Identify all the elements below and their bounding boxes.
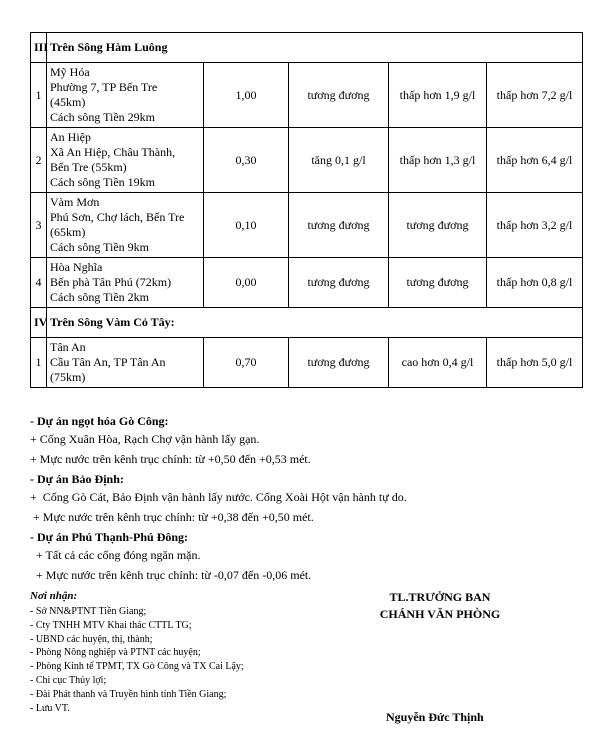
- compare-year: thấp hơn 0,8 g/l: [487, 258, 583, 308]
- signature-block: [350, 589, 530, 623]
- project-notes: [30, 413, 590, 587]
- compare-year: thấp hơn 3,2 g/l: [487, 193, 583, 258]
- recipient-item: - Sở NN&PTNT Tiền Giang;: [30, 606, 147, 617]
- station-location: [47, 128, 204, 193]
- station-index: 3: [31, 193, 47, 258]
- section-number: IV: [31, 308, 47, 338]
- recipient-item: - Đài Phát thanh và Truyền hình tỉnh Tiền Giang;: [30, 688, 227, 700]
- location-line: Bến phà Tân Phú (72km): [50, 275, 172, 289]
- recipient-item: - Cty TNHH MTV Khai thác CTTL TG;: [30, 619, 192, 631]
- recipients-title: Nơi nhận:: [30, 590, 78, 602]
- compare-year: thấp hơn 7,2 g/l: [487, 63, 583, 128]
- location-line: (45km): [50, 95, 86, 109]
- compare-previous: tăng 0,1 g/l: [289, 128, 389, 193]
- location-line: Hòa Nghĩa: [50, 260, 103, 274]
- station-row: [31, 258, 583, 308]
- location-line: Cách sông Tiền 2km: [50, 290, 150, 304]
- location-line: Xã An Hiệp, Châu Thành,: [50, 145, 176, 159]
- section-header-row: [31, 308, 583, 338]
- compare-previous: tương đương: [289, 193, 389, 258]
- station-location: [47, 258, 204, 308]
- salinity-value: 1,00: [204, 63, 289, 128]
- location-line: Mỹ Hóa: [50, 65, 90, 79]
- location-line: Phường 7, TP Bến Tre: [50, 80, 158, 94]
- location-line: Vàm Mơn: [50, 195, 100, 209]
- salinity-value: 0,70: [204, 338, 289, 388]
- compare-period: cao hơn 0,4 g/l: [389, 338, 487, 388]
- station-row: [31, 338, 583, 388]
- project-item: + Cống Xuân Hòa, Rạch Chợ vận hành lấy gạn.: [30, 432, 260, 446]
- signer-name: Nguyễn Đức Thịnh: [386, 710, 484, 724]
- salinity-value: 0,30: [204, 128, 289, 193]
- section-title: Trên Sông Vàm Cỏ Tây:: [47, 308, 583, 338]
- project-item: + Cống Gò Cát, Bảo Định vận hành lấy nước. Cống Xoài Hột vận hành tự do.: [30, 490, 407, 504]
- salinity-value: 0,10: [204, 193, 289, 258]
- compare-period: tương đương: [389, 258, 487, 308]
- compare-period: thấp hơn 1,3 g/l: [389, 128, 487, 193]
- project-item: + Mực nước trên kênh trục chính: từ +0,50 đến +0,53 mét.: [30, 452, 311, 466]
- location-line: Cầu Tân An, TP Tân An: [50, 355, 166, 369]
- station-index: 2: [31, 128, 47, 193]
- station-row: [31, 193, 583, 258]
- recipient-item: - Phòng Kinh tế TPMT, TX Gò Công và TX Cai Lậy;: [30, 661, 244, 673]
- project-item: + Tất cả các cống đóng ngăn mặn.: [30, 548, 201, 562]
- station-index: 1: [31, 63, 47, 128]
- station-index: 4: [31, 258, 47, 308]
- location-line: (65km): [50, 225, 86, 239]
- salinity-value: 0,00: [204, 258, 289, 308]
- location-line: Cách sông Tiền 9km: [50, 240, 150, 254]
- recipient-item: - Lưu VT.: [30, 702, 70, 714]
- project-title: - Dự án Phú Thạnh-Phú Đông:: [30, 530, 189, 544]
- section-header-row: [31, 33, 583, 63]
- compare-period: tương đương: [389, 193, 487, 258]
- recipient-item: - Phòng Nông nghiệp và PTNT các huyện;: [30, 647, 201, 659]
- station-location: [47, 63, 204, 128]
- location-line: Tân An: [50, 340, 86, 354]
- station-index: 1: [31, 338, 47, 388]
- project-title: - Dự án ngọt hóa Gò Công:: [30, 414, 169, 428]
- salinity-table: [30, 32, 583, 388]
- compare-previous: tương đương: [289, 63, 389, 128]
- compare-previous: tương đương: [289, 258, 389, 308]
- signature-office: CHÁNH VĂN PHÒNG: [379, 607, 501, 621]
- location-line: Cách sông Tiền 19km: [50, 175, 156, 189]
- location-line: Bến Tre (55km): [50, 160, 127, 174]
- station-location: [47, 338, 204, 388]
- recipient-item: - Chi cục Thủy lợi;: [30, 674, 107, 686]
- section-title: Trên Sông Hàm Luông: [47, 33, 583, 63]
- location-line: An Hiệp: [50, 130, 91, 144]
- recipient-item: - UBND các huyện, thị, thành;: [30, 633, 153, 645]
- recipients-list: [30, 605, 350, 715]
- compare-period: thấp hơn 1,9 g/l: [389, 63, 487, 128]
- project-title: - Dự án Bảo Định:: [30, 472, 124, 486]
- project-item: + Mực nước trên kênh trục chính: từ +0,38 đến +0,50 mét.: [30, 510, 314, 524]
- compare-year: thấp hơn 6,4 g/l: [487, 128, 583, 193]
- compare-previous: tương đương: [289, 338, 389, 388]
- recipients-block: [30, 589, 350, 715]
- signature-title: TL.TRƯỞNG BAN: [389, 590, 491, 604]
- project-item: + Mực nước trên kênh trục chính: từ -0,07 đến -0,06 mét.: [30, 568, 312, 582]
- location-line: Phú Sơn, Chợ lách, Bến Tre: [50, 210, 185, 224]
- compare-year: thấp hơn 5,0 g/l: [487, 338, 583, 388]
- station-row: [31, 128, 583, 193]
- station-location: [47, 193, 204, 258]
- section-number: III: [31, 33, 47, 63]
- station-row: [31, 63, 583, 128]
- location-line: (75km): [50, 370, 86, 384]
- location-line: Cách sông Tiền 29km: [50, 110, 156, 124]
- salinity-table-body: [31, 33, 583, 388]
